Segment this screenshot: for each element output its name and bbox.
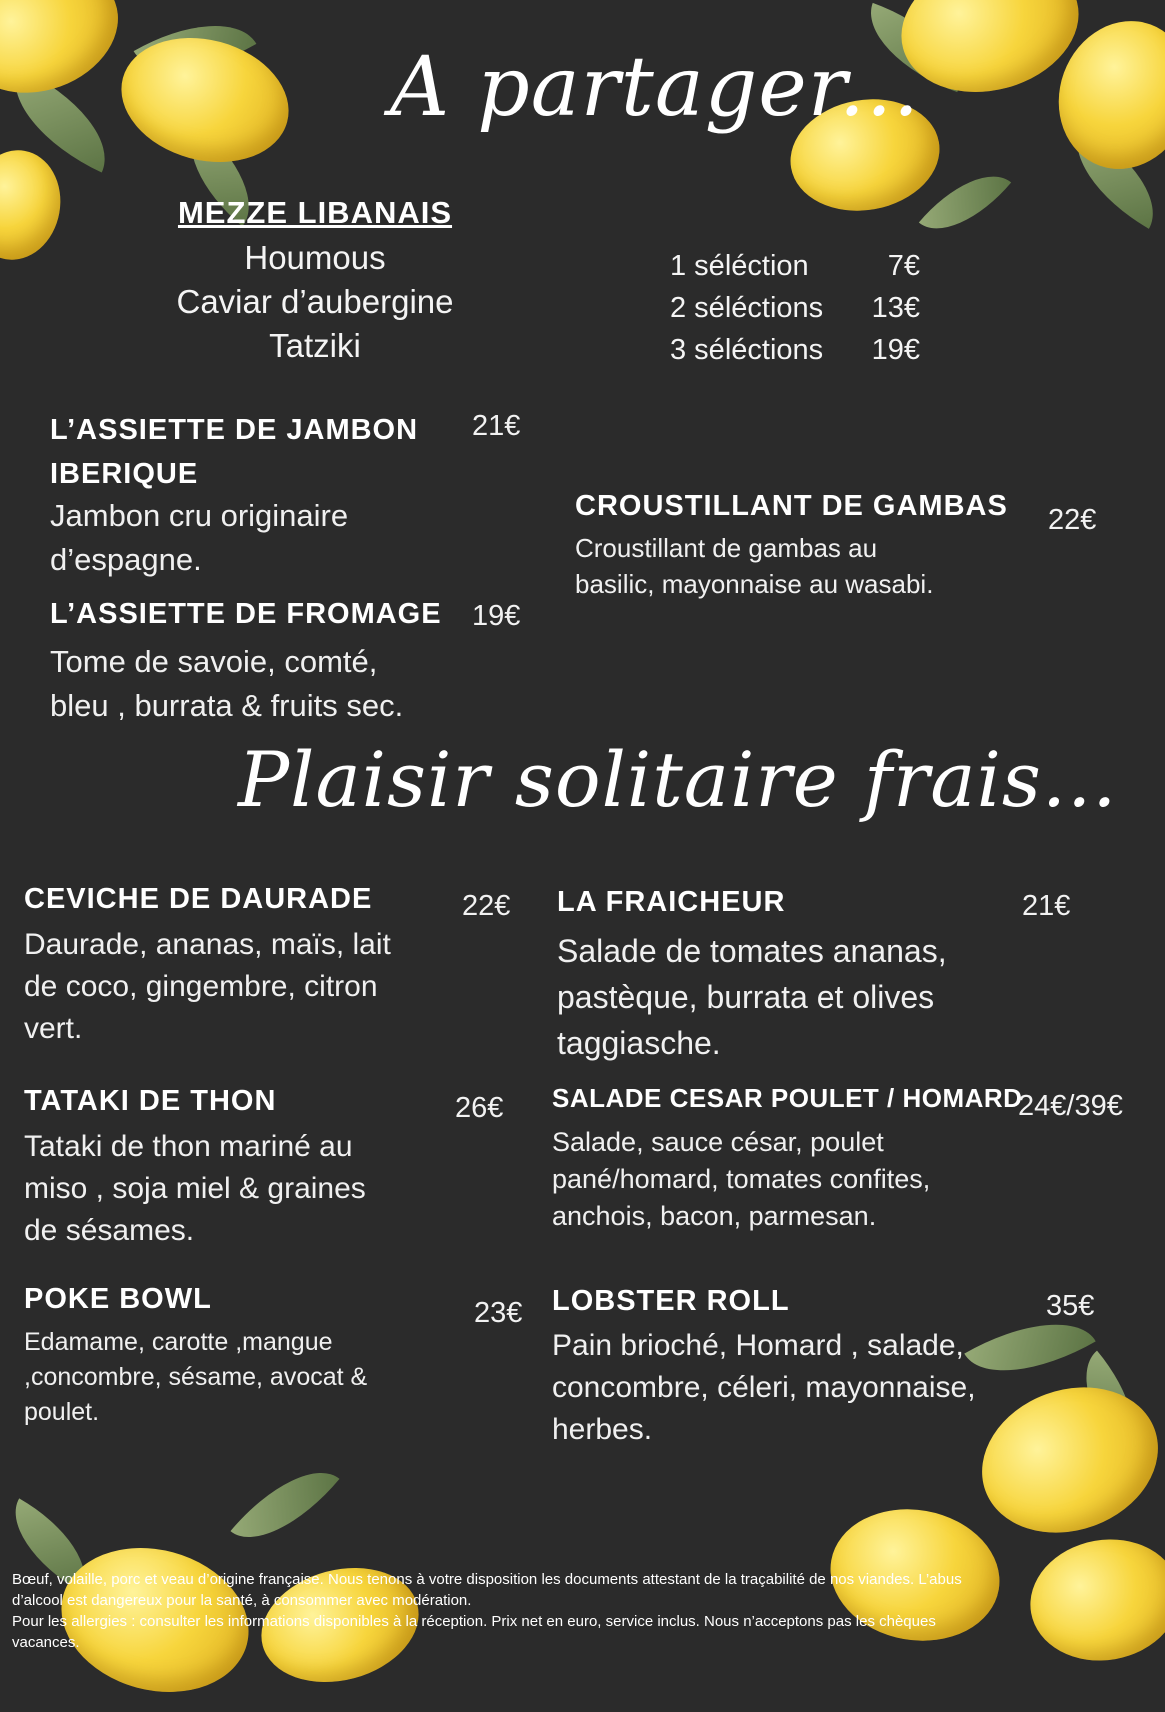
item-desc-gambas: [575, 530, 933, 602]
item-desc-fraicheur: [557, 928, 947, 1066]
item-name-line: L’ASSIETTE DE JAMBON: [50, 414, 419, 446]
item-desc-lobster: [552, 1325, 976, 1451]
desc-line: de coco, gingembre, citron: [24, 970, 378, 1003]
item-price-poke: 23€: [474, 1297, 523, 1329]
item-price-jambon: 21€: [472, 410, 521, 442]
selection-price: 7€: [887, 250, 920, 282]
desc-line: Salade, sauce césar, poulet: [552, 1127, 884, 1157]
section-title-sharing: A partager...: [390, 40, 921, 135]
item-name-ceviche: CEVICHE DE DAURADE: [24, 883, 373, 915]
mezze-selections: [670, 250, 920, 376]
selection-row: [670, 292, 920, 334]
item-desc-tataki: [24, 1126, 366, 1252]
desc-line: Salade de tomates ananas,: [557, 933, 947, 969]
desc-line: Pain brioché, Homard , salade,: [552, 1329, 964, 1362]
desc-line: Tome de savoie, comté,: [50, 644, 378, 679]
desc-line: taggiasche.: [557, 1025, 721, 1061]
desc-line: Daurade, ananas, maïs, lait: [24, 928, 391, 961]
mezze-item: Tatziki: [269, 327, 361, 364]
footer-line: vacances.: [12, 1634, 80, 1651]
selection-price: 13€: [871, 292, 920, 324]
mezze-block: [140, 195, 490, 365]
desc-line: ,concombre, sésame, avocat &: [24, 1363, 368, 1391]
item-price-cesar: 24€/39€: [1018, 1090, 1123, 1122]
desc-line: Jambon cru originaire: [50, 498, 349, 533]
item-desc-cesar: [552, 1124, 930, 1235]
footer-line: Bœuf, volaille, porc et veau d’origine française. Nous tenons à votre disposition les documents attestant de la traçabilité de nos viandes. L’abus: [12, 1571, 962, 1588]
item-desc-poke: [24, 1325, 367, 1430]
mezze-item: Caviar d’aubergine: [176, 283, 454, 320]
selection-label: 1 séléction: [670, 250, 809, 282]
desc-line: Tataki de thon mariné au: [24, 1130, 353, 1163]
selection-label: 2 séléctions: [670, 292, 824, 324]
item-price-ceviche: 22€: [462, 890, 511, 922]
footer-line: Pour les allergies : consulter les informations disponibles à la réception. Prix net en euro, service inclus. Nous n’acceptons pas les chèques: [12, 1613, 936, 1630]
footer-line: d’alcool est dangereux pour la santé, à consommer avec modération.: [12, 1592, 472, 1609]
item-name-line: IBERIQUE: [50, 458, 199, 490]
section-title-solo: Plaisir solitaire frais...: [238, 735, 1118, 824]
selection-row: [670, 250, 920, 292]
item-price-lobster: 35€: [1046, 1290, 1095, 1322]
desc-line: herbes.: [552, 1413, 653, 1446]
desc-line: anchois, bacon, parmesan.: [552, 1201, 877, 1231]
item-desc-fromage: [50, 640, 403, 728]
item-name-gambas: CROUSTILLANT DE GAMBAS: [575, 490, 1008, 522]
item-name-fraicheur: LA FRAICHEUR: [557, 886, 786, 918]
item-name-cesar: SALADE CESAR POULET / HOMARD: [552, 1083, 1023, 1113]
item-price-fromage: 19€: [472, 600, 521, 632]
item-name-tataki: TATAKI DE THON: [24, 1085, 277, 1117]
item-desc-ceviche: [24, 924, 391, 1050]
desc-line: basilic, mayonnaise au wasabi.: [575, 569, 934, 599]
item-name-jambon: [50, 408, 418, 496]
desc-line: pané/homard, tomates confites,: [552, 1164, 931, 1194]
desc-line: pastèque, burrata et olives: [557, 979, 935, 1015]
desc-line: vert.: [24, 1012, 83, 1045]
mezze-title: MEZZE LIBANAIS: [177, 195, 453, 230]
item-price-gambas: 22€: [1048, 504, 1097, 536]
item-name-lobster: LOBSTER ROLL: [552, 1285, 790, 1317]
item-name-fromage: L’ASSIETTE DE FROMAGE: [50, 598, 442, 630]
item-price-fraicheur: 21€: [1022, 890, 1071, 922]
desc-line: poulet.: [24, 1398, 100, 1426]
selection-price: 19€: [871, 334, 920, 366]
mezze-item: Houmous: [244, 239, 386, 276]
desc-line: bleu , burrata & fruits sec.: [50, 688, 404, 723]
desc-line: Edamame, carotte ,mangue: [24, 1328, 333, 1356]
item-price-tataki: 26€: [455, 1092, 504, 1124]
desc-line: de sésames.: [24, 1214, 195, 1247]
selection-row: [670, 334, 920, 376]
item-name-poke: POKE BOWL: [24, 1283, 212, 1315]
selection-label: 3 séléctions: [670, 334, 824, 366]
desc-line: concombre, céleri, mayonnaise,: [552, 1371, 976, 1404]
legal-footer: [12, 1569, 1152, 1653]
desc-line: miso , soja miel & graines: [24, 1172, 366, 1205]
desc-line: d’espagne.: [50, 542, 202, 577]
desc-line: Croustillant de gambas au: [575, 533, 878, 563]
item-desc-jambon: [50, 494, 348, 582]
